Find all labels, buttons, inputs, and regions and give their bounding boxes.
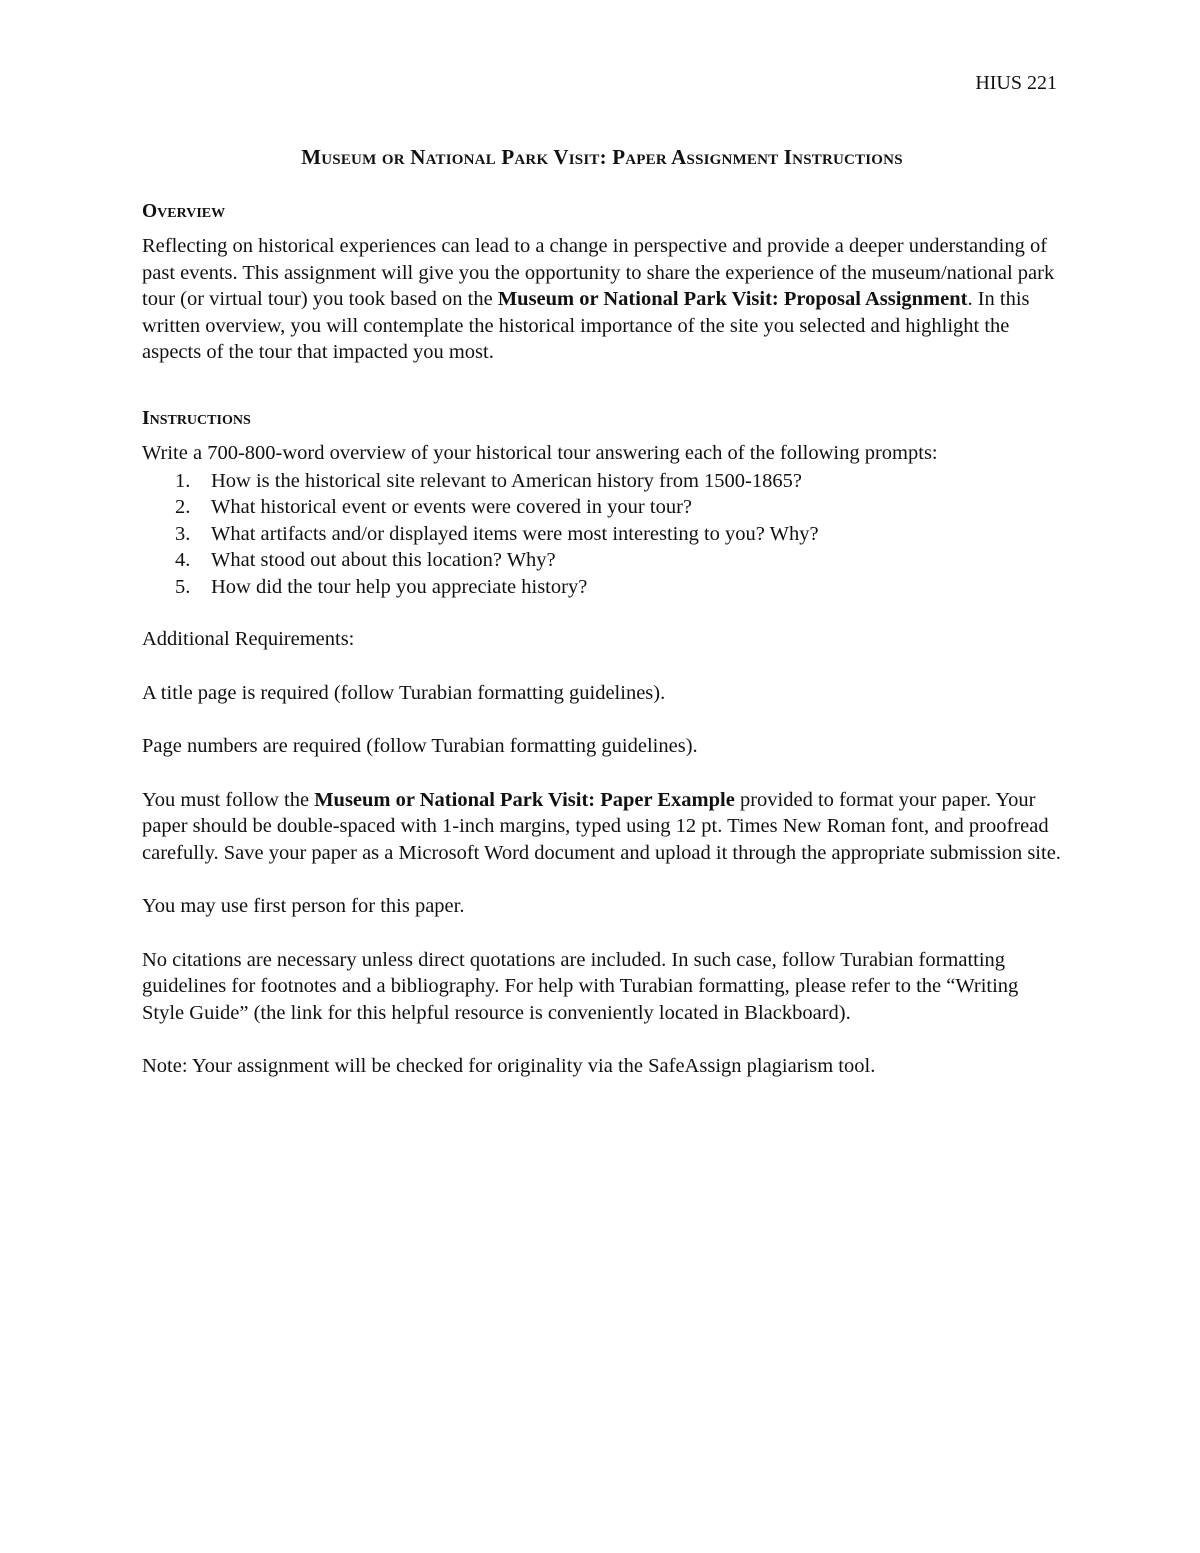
instructions-intro: Write a 700-800-word overview of your historical tour answering each of the following prompts: [142, 442, 938, 464]
title-page-requirement: A title page is required (follow Turabian formatting guidelines). [142, 681, 666, 704]
overview-text-1: Reflecting on historical experiences can lead to a change in perspective and provide a deeper understanding of past events. This assignment will give you the opportunity to share the experience of the museum/national park tour (or virtual tour) you took based on the [142, 235, 1055, 310]
prompt-text: What stood out about this location? Why? [211, 549, 556, 571]
format-requirement [142, 787, 1062, 867]
originality-note: Note: Your assignment will be checked for originality via the SafeAssign plagiarism tool. [142, 1055, 876, 1077]
page-numbers-requirement: Page numbers are required (follow Turabian formatting guidelines). [142, 735, 698, 757]
prompt-item [142, 494, 1062, 521]
prompt-list [142, 468, 1062, 601]
prompt-text: What artifacts and/or displayed items were most interesting to you? Why? [211, 522, 819, 545]
prompt-text: What historical event or events were covered in your tour? [211, 496, 692, 518]
prompt-item [142, 547, 1062, 574]
prompt-number: 1. [175, 469, 191, 492]
prompt-number: 2. [175, 496, 191, 518]
document-title: Museum or National Park Visit: Paper Assignment Instructions [301, 145, 903, 169]
prompt-item [142, 574, 1062, 601]
instructions-heading: Instructions [142, 407, 251, 429]
prompt-text: How did the tour help you appreciate history? [211, 575, 588, 598]
overview-heading: Overview [142, 200, 226, 222]
overview-paragraph [142, 233, 1062, 366]
document-body [142, 144, 1062, 1107]
format-text-1: You must follow the [142, 788, 315, 811]
additional-requirements-label: Additional Requirements: [142, 628, 355, 650]
prompt-text: How is the historical site relevant to American history from 1500-1865? [211, 469, 802, 492]
proposal-assignment-reference: Museum or National Park Visit: Proposal Assignment [497, 288, 968, 310]
prompt-number: 3. [175, 522, 191, 545]
prompt-item [142, 521, 1062, 548]
prompt-number: 4. [175, 549, 191, 571]
prompt-number: 5. [175, 575, 191, 598]
overview-text-2: . In this written overview, you will contemplate the historical importance of the site you selected and highlight the aspects of the tour that impacted you most. [142, 288, 1030, 363]
first-person-note: You may use first person for this paper. [142, 895, 465, 917]
prompt-item [142, 468, 1062, 495]
course-code-header: HIUS 221 [975, 72, 1057, 94]
paper-example-reference: Museum or National Park Visit: Paper Example [314, 788, 735, 811]
format-text-2: provided to format your paper. Your paper should be double-spaced with 1-inch margins, typed using 12 pt. Times New Roman font, and proofread carefully. Save your paper as a Microsoft Word document and upload it through the appropriate submission site. [142, 788, 1061, 864]
citations-note: No citations are necessary unless direct quotations are included. In such case, follow Turabian formatting guidelines for footnotes and a bibliography. For help with Turabian formatting, please refer to the “Writing Style Guide” (the link for this helpful resource is conveniently located in Blackboard). [142, 948, 1019, 1024]
